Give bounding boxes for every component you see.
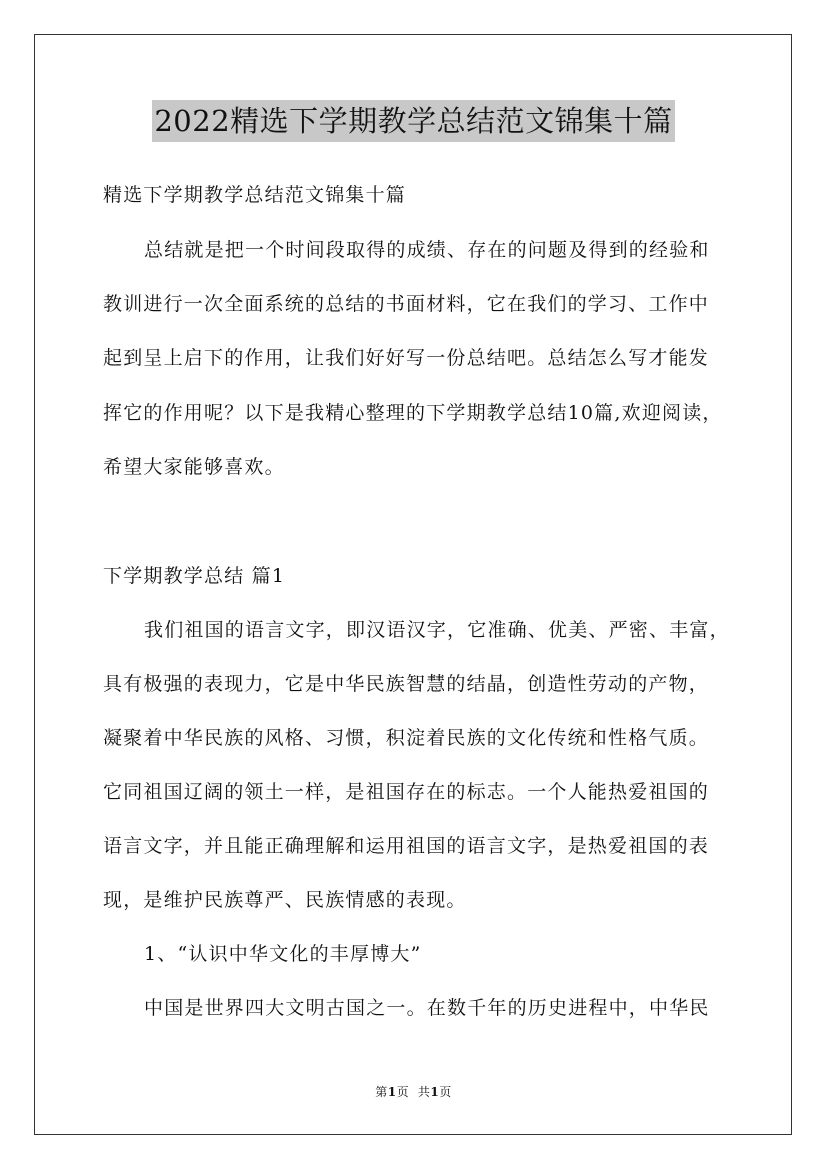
section-heading: 下学期教学总结 篇1 — [103, 565, 286, 587]
footer-total-prefix: 共 — [417, 1085, 431, 1099]
paragraph-line: 中国是世界四大文明古国之一。在数千年的历史进程中，中华民 — [144, 997, 710, 1019]
document-title: 2022精选下学期教学总结范文锦集十篇 — [152, 100, 674, 142]
page-footer — [0, 1084, 827, 1100]
paragraph-line: 语言文字，并且能正确理解和运用祖国的语言文字，是热爱祖国的表 — [103, 835, 710, 857]
title-container — [0, 100, 827, 142]
document-subtitle: 精选下学期教学总结范文锦集十篇 — [103, 184, 407, 206]
paragraph-line: 我们祖国的语言文字，即汉语汉字，它准确、优美、严密、丰富， — [144, 619, 730, 641]
paragraph-line: 具有极强的表现力，它是中华民族智慧的结晶，创造性劳动的产物， — [103, 673, 710, 695]
footer-page-suffix: 页 — [396, 1085, 410, 1099]
subheading-line: 1、“认识中华文化的丰厚博大” — [144, 943, 422, 965]
paragraph-line: 挥它的作用呢？以下是我精心整理的下学期教学总结10篇,欢迎阅读， — [103, 402, 723, 424]
paragraph-line: 起到呈上启下的作用，让我们好好写一份总结吧。总结怎么写才能发 — [103, 347, 710, 369]
paragraph-line: 教训进行一次全面系统的总结的书面材料，它在我们的学习、工作中 — [103, 293, 710, 315]
paragraph-line: 总结就是把一个时间段取得的成绩、存在的问题及得到的经验和 — [144, 239, 710, 261]
footer-total-number: 1 — [430, 1085, 440, 1099]
footer-page-prefix: 第 — [375, 1085, 388, 1099]
paragraph-line: 它同祖国辽阔的领土一样，是祖国存在的标志。一个人能热爱祖国的 — [103, 781, 710, 803]
paragraph-line: 凝聚着中华民族的风格、习惯，积淀着民族的文化传统和性格气质。 — [103, 727, 710, 749]
footer-page-number: 1 — [387, 1085, 397, 1099]
paragraph-line: 希望大家能够喜欢。 — [103, 456, 285, 478]
footer-total-suffix: 页 — [439, 1085, 452, 1099]
paragraph-line: 现，是维护民族尊严、民族情感的表现。 — [103, 889, 467, 911]
